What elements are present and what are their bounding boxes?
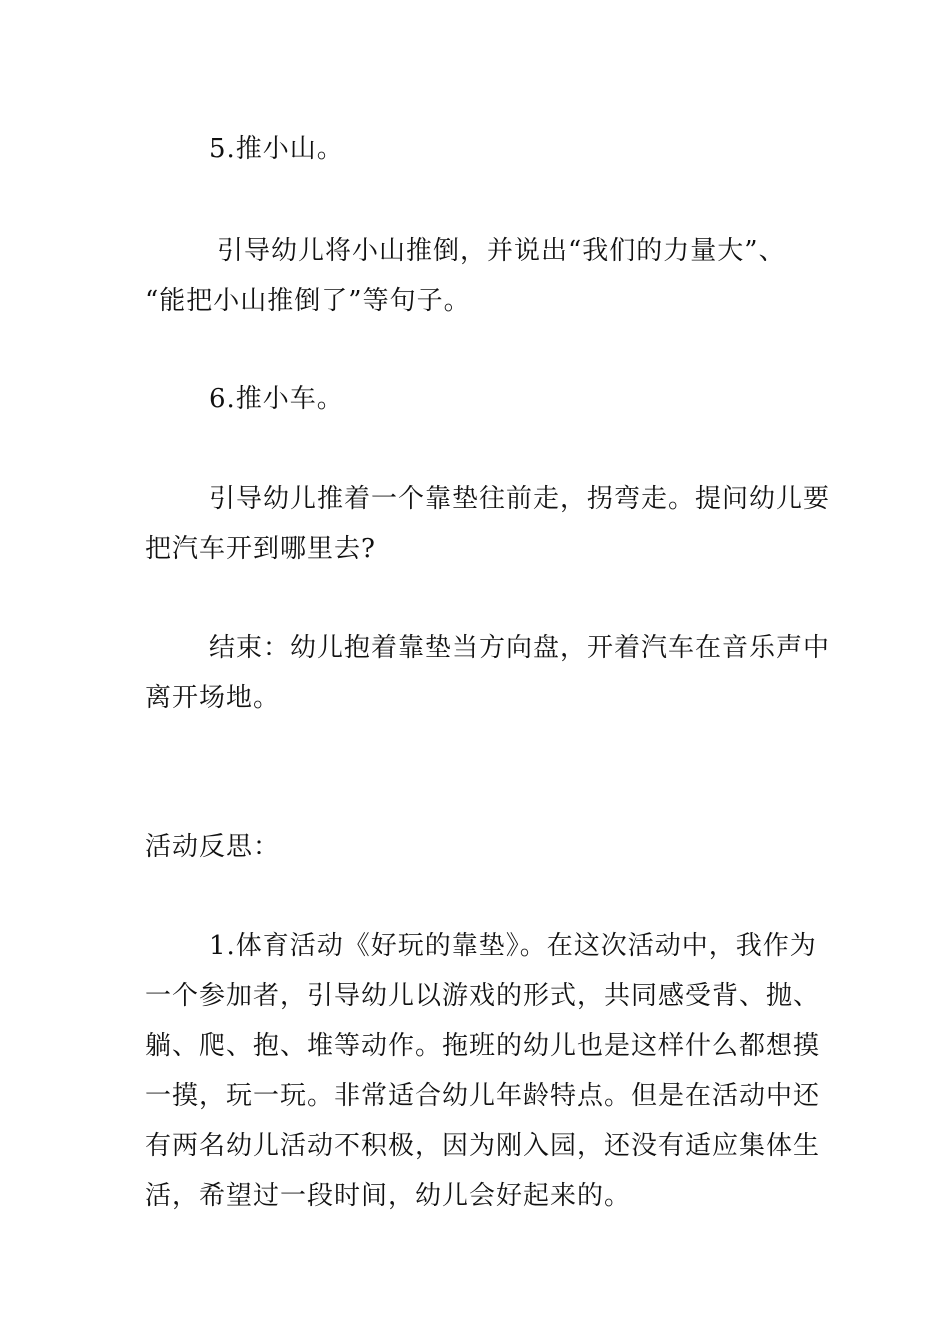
text-line: 结束：幼儿抱着靠垫当方向盘，开着汽车在音乐声中: [209, 633, 831, 663]
text-line: 躺、爬、抱、堆等动作。拖班的幼儿也是这样什么都想摸: [145, 1031, 821, 1061]
text-line: 一个参加者，引导幼儿以游戏的形式，共同感受背、抛、: [145, 981, 821, 1011]
text-line: 活，希望过一段时间，幼儿会好起来的。: [145, 1181, 632, 1211]
text-line: 离开场地。: [145, 683, 281, 713]
text-line: 6.推小车。: [209, 384, 344, 414]
text-line: 1.体育活动《好玩的靠垫》。在这次活动中，我作为: [209, 931, 817, 961]
text-line: 活动反思：: [145, 832, 281, 862]
step6-body: [145, 474, 831, 574]
text-line: 引导幼儿推着一个靠垫往前走，拐弯走。提问幼儿要: [209, 484, 831, 514]
text-line: 引导幼儿将小山推倒，并说出“我们的力量大”、: [217, 236, 786, 266]
ending-paragraph: [145, 623, 831, 723]
text-line: 5.推小山。: [209, 134, 344, 164]
step5-title: [145, 124, 810, 174]
reflection-heading: [145, 822, 810, 872]
text-line: “能把小山推倒了”等句子。: [145, 286, 471, 316]
text-line: 一摸，玩一玩。非常适合幼儿年龄特点。但是在活动中还: [145, 1081, 821, 1111]
reflection-body: [145, 921, 821, 1221]
text-line: 有两名幼儿活动不积极，因为刚入园，还没有适应集体生: [145, 1131, 821, 1161]
step5-body: [145, 226, 810, 326]
step6-title: [145, 374, 810, 424]
text-line: 把汽车开到哪里去?: [145, 534, 376, 564]
